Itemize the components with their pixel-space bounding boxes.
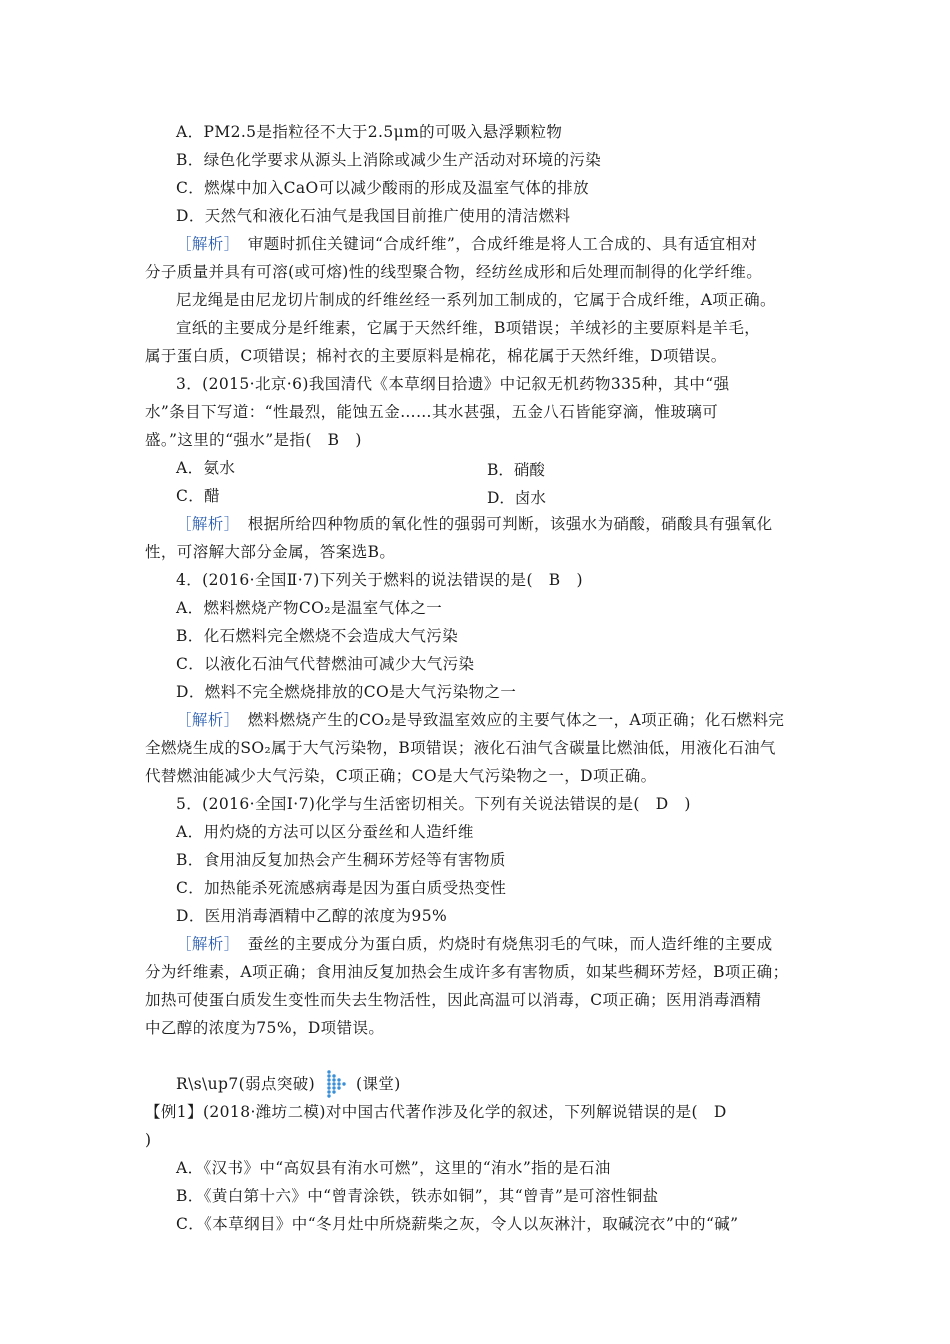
q4-option-a: A．燃料燃烧产物CO₂是温室气体之一 xyxy=(176,599,443,617)
analysis-tag: ［解析］ xyxy=(176,935,232,953)
q4-option-b: B．化石燃料完全燃烧不会造成大气污染 xyxy=(176,627,459,645)
arrow-dot xyxy=(327,1094,330,1097)
analysis-line: 宣纸的主要成分是纤维素，它属于天然纤维，B项错误；羊绒衫的主要原料是羊毛， xyxy=(176,319,761,337)
q3-option-b: B．硝酸 xyxy=(487,461,545,479)
example-stem: 【例1】(2018·潍坊二模)对中国古代著作涉及化学的叙述，下列解说错误的是( D xyxy=(145,1103,727,1121)
q4-analysis-line: 代替燃油能减少大气污染，C项正确；CO是大气污染物之一，D项正确。 xyxy=(145,767,657,785)
q3-analysis-line: 性，可溶解大部分金属，答案选B。 xyxy=(145,543,396,561)
arrow-dot xyxy=(327,1074,330,1077)
q3-stem: 盛。”这里的“强水”是指( B ) xyxy=(145,431,362,449)
q5-analysis xyxy=(176,934,846,954)
arrow-dot xyxy=(327,1090,330,1093)
q3-analysis xyxy=(176,514,846,534)
q4-option-c: C．以液化石油气代替燃油可减少大气污染 xyxy=(176,655,475,673)
example-option-b: B．《黄白第十六》中“曾青涂铁，铁赤如铜”，其“曾青”是可溶性铜盐 xyxy=(176,1187,659,1205)
q3-stem: 水”条目下写道：“性最烈，能蚀五金……其水甚强，五金八石皆能穿滴，惟玻璃可 xyxy=(145,403,719,421)
q4-analysis-line: 全燃烧生成的SO₂属于大气污染物，B项错误；液化石油气含碳量比燃油低，用液化石油气 xyxy=(145,739,776,757)
q5-analysis-line: 分为纤维素，A项正确；食用油反复加热会生成许多有害物质，如某些稠环芳烃，B项正确； xyxy=(145,963,789,981)
analysis-line: 分子质量并具有可溶(或可熔)性的线型聚合物，经纺丝成形和后处理而制得的化学纤维。 xyxy=(145,263,763,281)
q5-option-d: D．医用消毒酒精中乙醇的浓度为95% xyxy=(176,907,448,925)
analysis-text: 根据所给四种物质的氧化性的强弱可判断，该强水为硝酸，硝酸具有强氧化 xyxy=(247,515,773,533)
q4-stem: 4．(2016·全国Ⅱ·7)下列关于燃料的说法错误的是( B ) xyxy=(176,571,583,589)
arrow-dot xyxy=(337,1078,340,1081)
q2-option-d: D．天然气和液化石油气是我国目前推广使用的清洁燃料 xyxy=(176,207,571,225)
q5-stem: 5．(2016·全国Ⅰ·7)化学与生活密切相关。下列有关说法错误的是( D ) xyxy=(176,795,691,813)
analysis-text: 蚕丝的主要成分为蛋白质，灼烧时有烧焦羽毛的气味，而人造纤维的主要成 xyxy=(247,935,773,953)
example-stem-cont: ) xyxy=(145,1131,152,1149)
arrow-dot xyxy=(342,1082,345,1085)
q4-analysis xyxy=(176,710,846,730)
q3-stem: 3．(2015·北京·6)我国清代《本草纲目拾遗》中记叙无机药物335种，其中“强 xyxy=(176,375,730,393)
q5-option-c: C．加热能杀死流感病毒是因为蛋白质受热变性 xyxy=(176,879,507,897)
arrow-dot xyxy=(327,1070,330,1073)
analysis-text: 审题时抓住关键词“合成纤维”，合成纤维是将人工合成的、具有适宜相对 xyxy=(247,235,758,253)
analysis-line: 属于蛋白质，C项错误；棉衬衣的主要原料是棉花，棉花属于天然纤维，D项错误。 xyxy=(145,347,727,365)
section-heading-left: R\s\up7(弱点突破) xyxy=(176,1075,316,1093)
q3-option-d: D．卤水 xyxy=(487,489,546,507)
arrow-dot xyxy=(332,1086,335,1089)
example-option-c: C．《本草纲目》中“冬月灶中所烧薪柴之灰，令人以灰淋汁，取碱浣衣”中的“碱” xyxy=(176,1215,739,1233)
q2-option-a: A．PM2.5是指粒径不大于2.5μm的可吸入悬浮颗粒物 xyxy=(176,123,563,141)
analysis-tag: ［解析］ xyxy=(176,711,232,729)
arrow-dot xyxy=(332,1074,335,1077)
q5-option-a: A．用灼烧的方法可以区分蚕丝和人造纤维 xyxy=(176,823,474,841)
arrow-dot xyxy=(327,1086,330,1089)
q4-option-d: D．燃料不完全燃烧排放的CO是大气污染物之一 xyxy=(176,683,517,701)
example-option-a: A．《汉书》中“高奴县有洧水可燃”，这里的“洧水”指的是石油 xyxy=(176,1159,611,1177)
arrow-dot xyxy=(332,1090,335,1093)
analysis-paragraph xyxy=(176,234,846,254)
section-heading-right: (课堂) xyxy=(356,1075,401,1093)
arrow-dot xyxy=(332,1082,335,1085)
q2-option-b: B．绿色化学要求从源头上消除或减少生产活动对环境的污染 xyxy=(176,151,602,169)
analysis-line: 尼龙绳是由尼龙切片制成的纤维丝经一系列加工制成的，它属于合成纤维，A项正确。 xyxy=(176,291,776,309)
analysis-tag: ［解析］ xyxy=(176,235,232,253)
arrow-dot xyxy=(327,1082,330,1085)
q3-option-a: A．氨水 xyxy=(176,459,236,477)
q5-analysis-line: 加热可使蛋白质发生变性而失去生物活性，因此高温可以消毒，C项正确；医用消毒酒精 xyxy=(145,991,762,1009)
arrow-dot xyxy=(337,1086,340,1089)
arrow-dot xyxy=(327,1078,330,1081)
q3-option-c: C．醋 xyxy=(176,487,221,505)
analysis-tag: ［解析］ xyxy=(176,515,232,533)
q5-analysis-line: 中乙醇的浓度为75%，D项错误。 xyxy=(145,1019,385,1037)
arrow-dot xyxy=(332,1078,335,1081)
analysis-text: 燃料燃烧产生的CO₂是导致温室效应的主要气体之一，A项正确；化石燃料完 xyxy=(247,711,785,729)
q5-option-b: B．食用油反复加热会产生稠环芳烃等有害物质 xyxy=(176,851,506,869)
q2-option-c: C．燃煤中加入CaO可以减少酸雨的形成及温室气体的排放 xyxy=(176,179,589,197)
arrow-dot xyxy=(337,1082,340,1085)
triangle-dots-arrow-icon xyxy=(326,1069,348,1099)
